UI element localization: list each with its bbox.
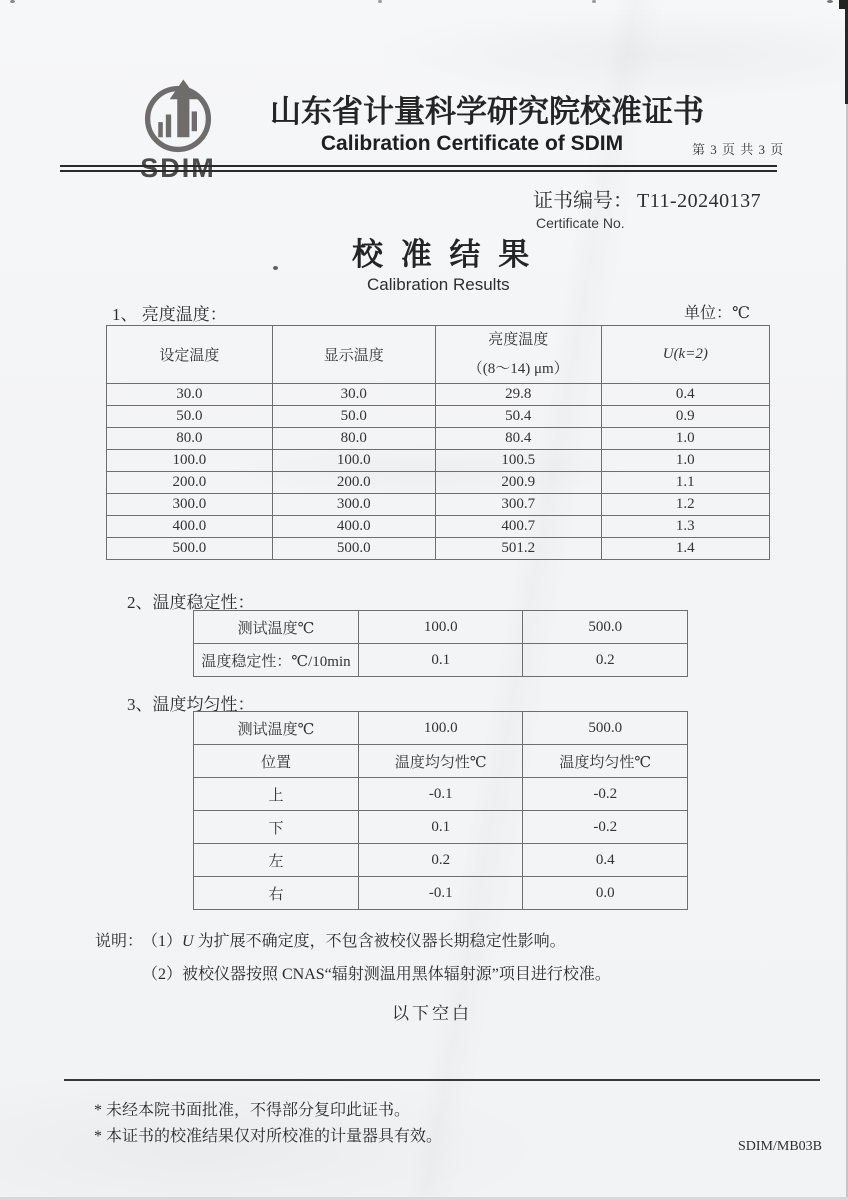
table-cell: 200.9: [435, 472, 601, 494]
certificate-number-sublabel: Certificate No.: [536, 215, 625, 231]
temperature-uniformity-table: [193, 711, 688, 910]
table-cell: 400.0: [272, 516, 435, 538]
table-header-cell: 设定温度: [107, 326, 273, 384]
institute-title-en: Calibration Certificate of SDIM: [320, 132, 624, 155]
table-row: [194, 644, 688, 677]
table-cell: 0.4: [601, 384, 769, 406]
table-cell: -0.2: [523, 778, 688, 811]
table-cell: 100.0: [358, 712, 523, 745]
table-cell: 80.4: [435, 428, 601, 450]
table-cell: 位置: [194, 745, 359, 778]
table-cell: 1.2: [601, 494, 769, 516]
section2-label: 2、温度稳定性：: [127, 593, 255, 612]
temperature-stability-table: [193, 610, 688, 677]
scan-corner-artifact: [839, 0, 848, 9]
table-cell: 400.0: [107, 516, 273, 538]
table-cell: 300.0: [272, 494, 435, 516]
table-row: [194, 745, 688, 778]
scan-speck-artifact: [10, 0, 15, 3]
table-row: [107, 450, 770, 472]
table-row: [107, 472, 770, 494]
table-row: [107, 384, 770, 406]
table-cell: 500.0: [272, 538, 435, 560]
table-header-cell: U(k=2): [601, 326, 769, 384]
table-row: [194, 844, 688, 877]
table-cell: 温度稳定性：℃/10min: [194, 644, 359, 677]
table-cell: 0.1: [358, 644, 523, 677]
table-row: [107, 406, 770, 428]
table-cell: 1.3: [601, 516, 769, 538]
scan-speck-artifact: [378, 0, 382, 3]
table-cell: 50.0: [272, 406, 435, 428]
table-cell: -0.2: [523, 811, 688, 844]
institute-title-zh: 山东省计量科学研究院校准证书: [270, 94, 704, 129]
note-1: [142, 928, 566, 951]
blank-below-note: 以下空白: [392, 1004, 472, 1023]
certificate-number-label: 证书编号：: [533, 190, 633, 212]
table-cell: 100.0: [107, 450, 273, 472]
table-row: [194, 712, 688, 745]
table-cell: 0.1: [358, 811, 523, 844]
table-cell: 上: [194, 778, 359, 811]
table-row: [194, 877, 688, 910]
table-cell: 左: [194, 844, 359, 877]
table-cell: 0.2: [358, 844, 523, 877]
scan-speck-artifact: [592, 0, 596, 3]
note1-prefix: （1）: [142, 933, 183, 950]
table-cell: 80.0: [107, 428, 273, 450]
table-cell: 100.5: [435, 450, 601, 472]
table-row: [107, 516, 770, 538]
table-cell: 0.9: [601, 406, 769, 428]
table-cell: -0.1: [358, 877, 523, 910]
scan-speck-artifact: [827, 0, 833, 3]
table-cell: 0.2: [523, 644, 688, 677]
table-cell: 300.7: [435, 494, 601, 516]
table-cell: 100.0: [272, 450, 435, 472]
table-cell: 80.0: [272, 428, 435, 450]
table-cell: 501.2: [435, 538, 601, 560]
certificate-number: T11-20240137: [637, 190, 762, 212]
header-line2: （(8～14) μm）: [467, 360, 569, 377]
table-row: [194, 811, 688, 844]
table-cell: 右: [194, 877, 359, 910]
section1-label: 1、 亮度温度：: [112, 305, 227, 324]
table-cell: 测试温度℃: [194, 712, 359, 745]
table-cell: 50.0: [107, 406, 273, 428]
table-cell: 29.8: [435, 384, 601, 406]
table-cell: 300.0: [107, 494, 273, 516]
footer-note-2: * 本证书的校准结果仅对所校准的计量器具有效。: [94, 1128, 443, 1145]
footer-divider: [64, 1079, 820, 1081]
table-cell: 0.0: [523, 877, 688, 910]
table-row: [107, 428, 770, 450]
table-cell: 温度均匀性℃: [523, 745, 688, 778]
table-cell: 400.7: [435, 516, 601, 538]
certificate-number-line: [533, 184, 761, 213]
table-cell: 1.0: [601, 450, 769, 472]
note1-u-symbol: U: [182, 933, 194, 950]
table-cell: 500.0: [523, 712, 688, 745]
table-header-row: [107, 326, 770, 384]
table-cell: 温度均匀性℃: [358, 745, 523, 778]
table-cell: 30.0: [272, 384, 435, 406]
table-cell: 200.0: [272, 472, 435, 494]
results-title-en: Calibration Results: [367, 275, 510, 294]
table-cell: 1.4: [601, 538, 769, 560]
notes-label: 说明：: [95, 933, 144, 950]
table-cell: 0.4: [523, 844, 688, 877]
table-cell: 200.0: [107, 472, 273, 494]
luminance-temperature-table: [106, 325, 770, 560]
form-code: SDIM/MB03B: [738, 1139, 823, 1154]
table-cell: 1.1: [601, 472, 769, 494]
table-header-cell: [435, 326, 601, 384]
table-cell: 500.0: [523, 611, 688, 644]
note-2: （2）被校仪器按照 CNAS“辐射测温用黑体辐射源”项目进行校准。: [142, 966, 611, 983]
table-cell: 500.0: [107, 538, 273, 560]
footer-note-1: * 未经本院书面批准，不得部分复印此证书。: [94, 1102, 411, 1119]
table-cell: 50.4: [435, 406, 601, 428]
section3-label: 3、温度均匀性：: [127, 695, 255, 714]
results-title-zh: 校 准 结 果: [352, 237, 535, 272]
table-cell: 30.0: [107, 384, 273, 406]
scan-speck-artifact: [273, 266, 278, 270]
table-row: [107, 494, 770, 516]
table-cell: 测试温度℃: [194, 611, 359, 644]
table-cell: 下: [194, 811, 359, 844]
table-header-cell: 显示温度: [272, 326, 435, 384]
section1-unit: 单位：℃: [684, 305, 750, 322]
table-row: [194, 778, 688, 811]
header-line1: 亮度温度: [488, 332, 549, 348]
header-divider: [60, 165, 777, 172]
table-cell: -0.1: [358, 778, 523, 811]
table-cell: 100.0: [358, 611, 523, 644]
page-indicator: 第 3 页 共 3 页: [692, 142, 785, 157]
table-cell: 1.0: [601, 428, 769, 450]
logo-text: SDIM: [140, 153, 216, 183]
table-row: [107, 538, 770, 560]
sdim-logo-icon: [140, 78, 216, 154]
note1-text: 为扩展不确定度，不包含被校仪器长期稳定性影响。: [193, 933, 566, 950]
table-row: [194, 611, 688, 644]
